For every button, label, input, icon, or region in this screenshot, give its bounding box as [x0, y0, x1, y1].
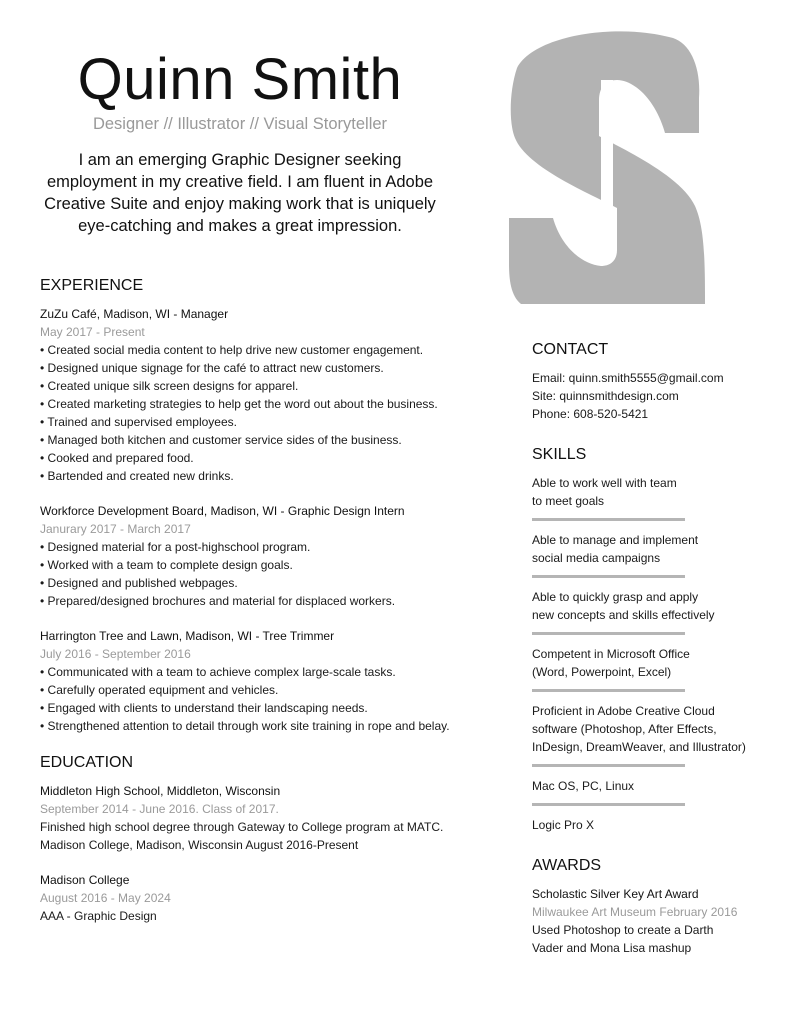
skill-line: to meet goals	[532, 494, 605, 508]
skill-divider	[532, 764, 685, 767]
skill-line: new concepts and skills effectively	[532, 608, 715, 622]
education-entry	[40, 871, 460, 925]
skill-divider	[532, 803, 685, 806]
award-date: Milwaukee Art Museum February 2016	[532, 905, 738, 919]
skill-line: InDesign, DreamWeaver, and Illustrator)	[532, 740, 746, 754]
job-bullet: • Designed and published webpages.	[40, 576, 238, 590]
contact-heading: CONTACT	[532, 341, 609, 358]
summary-statement: I am an emerging Graphic Designer seeking employment in my creative field. I am fluent in Adobe Creative Suite and enjoy making work that is uniquely eye-catching and makes a great impression.	[44, 151, 436, 235]
job-bullet: • Prepared/designed brochures and material for displaced workers.	[40, 594, 396, 608]
monogram-inner-notch	[601, 80, 613, 228]
job-date: May 2017 - Present	[40, 325, 145, 339]
skill-line: social media campaigns	[532, 551, 661, 565]
award-title: Scholastic Silver Key Art Award	[532, 887, 699, 901]
skill-line: Able to work well with team	[532, 476, 677, 490]
skill-line: software (Photoshop, After Effects,	[532, 722, 717, 736]
school-date: August 2016 - May 2024	[40, 891, 171, 905]
job-date: July 2016 - September 2016	[40, 647, 191, 661]
school-detail: AAA - Graphic Design	[40, 909, 157, 923]
skill-item	[532, 777, 772, 795]
right-column	[532, 340, 772, 957]
school-name: Madison College	[40, 873, 130, 887]
skill-line: Mac OS, PC, Linux	[532, 779, 635, 793]
skill-divider	[532, 689, 685, 692]
skill-item	[532, 474, 772, 510]
skill-line: Proficient in Adobe Creative Cloud	[532, 704, 715, 718]
experience-entry	[40, 305, 460, 485]
experience-entry	[40, 627, 460, 735]
education-entry	[40, 782, 460, 854]
job-bullets	[40, 663, 460, 735]
job-bullet: • Created social media content to help drive new customer engagement.	[40, 343, 424, 357]
job-bullet: • Designed material for a post-highschool program.	[40, 540, 311, 554]
skill-line: Able to manage and implement	[532, 533, 699, 547]
school-name: Middleton High School, Middleton, Wisconsin	[40, 784, 281, 798]
skill-line: (Word, Powerpoint, Excel)	[532, 665, 672, 679]
monogram-logo	[505, 28, 710, 308]
job-bullet: • Trained and supervised employees.	[40, 415, 237, 429]
contact-site: Site: quinnsmithdesign.com	[532, 389, 679, 403]
skill-line: Logic Pro X	[532, 818, 595, 832]
education-heading: EDUCATION	[40, 754, 134, 771]
skill-divider	[532, 518, 685, 521]
job-bullet: • Cooked and prepared food.	[40, 451, 194, 465]
job-bullet: • Managed both kitchen and customer service sides of the business.	[40, 433, 402, 447]
job-bullet: • Strengthened attention to detail through work site training in rope and belay.	[40, 719, 450, 733]
skill-divider	[532, 575, 685, 578]
job-bullet: • Bartended and created new drinks.	[40, 469, 234, 483]
skills-heading: SKILLS	[532, 446, 587, 463]
job-bullet: • Engaged with clients to understand their landscaping needs.	[40, 701, 368, 715]
skill-line: Competent in Microsoft Office	[532, 647, 690, 661]
job-bullet: • Created marketing strategies to help get the word out about the business.	[40, 397, 438, 411]
contact-email: Email: quinn.smith5555@gmail.com	[532, 371, 724, 385]
job-date: Janurary 2017 - March 2017	[40, 522, 191, 536]
job-title: Workforce Development Board, Madison, WI - Graphic Design Intern	[40, 504, 405, 518]
job-bullets	[40, 341, 460, 485]
job-bullet: • Carefully operated equipment and vehicles.	[40, 683, 279, 697]
skill-line: Able to quickly grasp and apply	[532, 590, 699, 604]
skill-item	[532, 645, 772, 681]
job-bullet: • Created unique silk screen designs for apparel.	[40, 379, 299, 393]
school-detail: Madison College, Madison, Wisconsin August 2016-Present	[40, 838, 359, 852]
job-title: ZuZu Café, Madison, WI - Manager	[40, 307, 229, 321]
award-detail: Used Photoshop to create a Darth	[532, 923, 714, 937]
experience-entry	[40, 502, 460, 610]
skill-item	[532, 531, 772, 567]
skill-divider	[532, 632, 685, 635]
skill-item	[532, 702, 772, 756]
skill-item	[532, 816, 772, 834]
job-bullets	[40, 538, 460, 610]
contact-phone: Phone: 608-520-5421	[532, 407, 649, 421]
school-detail: Finished high school degree through Gateway to College program at MATC.	[40, 820, 444, 834]
left-column	[40, 276, 460, 925]
job-bullet: • Worked with a team to complete design goals.	[40, 558, 293, 572]
tagline: Designer // Illustrator // Visual Storyteller	[92, 115, 388, 133]
experience-heading: EXPERIENCE	[40, 277, 144, 294]
job-bullet: • Designed unique signage for the café to attract new customers.	[40, 361, 384, 375]
award-detail: Vader and Mona Lisa mashup	[532, 941, 692, 955]
awards-heading: AWARDS	[532, 857, 602, 874]
person-name: Quinn Smith	[77, 47, 403, 112]
skill-item	[532, 588, 772, 624]
award-entry	[532, 885, 772, 957]
job-title: Harrington Tree and Lawn, Madison, WI - Tree Trimmer	[40, 629, 335, 643]
school-date: September 2014 - June 2016. Class of 2017.	[40, 802, 279, 816]
job-bullet: • Communicated with a team to achieve complex large-scale tasks.	[40, 665, 396, 679]
